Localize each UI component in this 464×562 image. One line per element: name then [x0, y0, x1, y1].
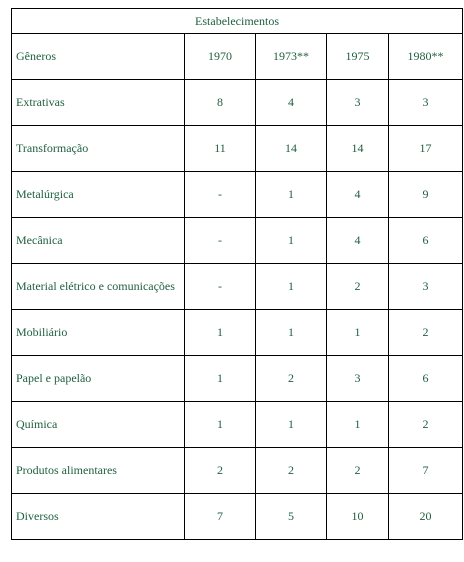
value-cell: - — [185, 172, 256, 218]
row-label-cell: Metalúrgica — [12, 172, 185, 218]
value-cell: 14 — [256, 126, 327, 172]
row-label-cell: Produtos alimentares — [12, 448, 185, 494]
table-row — [12, 448, 463, 494]
value-cell: 1 — [256, 218, 327, 264]
header-cell-1980: 1980** — [389, 34, 463, 80]
value-cell: 6 — [389, 218, 463, 264]
table-header-row — [12, 34, 463, 80]
value-cell: 1 — [185, 356, 256, 402]
value-cell: 4 — [256, 80, 327, 126]
table-row — [12, 310, 463, 356]
value-cell: 1 — [185, 310, 256, 356]
value-cell: 3 — [389, 264, 463, 310]
value-cell: 1 — [256, 310, 327, 356]
header-cell-1975: 1975 — [327, 34, 389, 80]
row-label-cell: Química — [12, 402, 185, 448]
header-cell-1970: 1970 — [185, 34, 256, 80]
value-cell: 20 — [389, 494, 463, 540]
value-cell: 2 — [185, 448, 256, 494]
establishments-table-container — [11, 8, 462, 540]
header-cell-generos: Gêneros — [12, 34, 185, 80]
value-cell: 2 — [256, 448, 327, 494]
value-cell: 3 — [389, 80, 463, 126]
table-row — [12, 402, 463, 448]
table-row — [12, 264, 463, 310]
table-row — [12, 80, 463, 126]
row-label-cell: Extrativas — [12, 80, 185, 126]
value-cell: 3 — [327, 80, 389, 126]
table-title: Estabelecimentos — [12, 9, 463, 34]
value-cell: - — [185, 264, 256, 310]
table-title-row — [12, 9, 463, 34]
table-row — [12, 218, 463, 264]
value-cell: 6 — [389, 356, 463, 402]
value-cell: 8 — [185, 80, 256, 126]
table-row — [12, 172, 463, 218]
table-row — [12, 356, 463, 402]
table-body — [12, 9, 463, 540]
value-cell: 2 — [389, 310, 463, 356]
value-cell: 4 — [327, 172, 389, 218]
row-label-cell: Material elétrico e comunicações — [12, 264, 185, 310]
value-cell: 7 — [185, 494, 256, 540]
value-cell: 2 — [327, 448, 389, 494]
value-cell: 1 — [185, 402, 256, 448]
value-cell: 4 — [327, 218, 389, 264]
value-cell: 5 — [256, 494, 327, 540]
row-label-cell: Diversos — [12, 494, 185, 540]
value-cell: 3 — [327, 356, 389, 402]
value-cell: 1 — [327, 402, 389, 448]
value-cell: 17 — [389, 126, 463, 172]
value-cell: 2 — [327, 264, 389, 310]
establishments-table — [11, 8, 463, 540]
table-row — [12, 494, 463, 540]
row-label-cell: Transformação — [12, 126, 185, 172]
value-cell: 1 — [327, 310, 389, 356]
value-cell: 1 — [256, 402, 327, 448]
table-row — [12, 126, 463, 172]
value-cell: 14 — [327, 126, 389, 172]
row-label-cell: Mecânica — [12, 218, 185, 264]
value-cell: 9 — [389, 172, 463, 218]
value-cell: 7 — [389, 448, 463, 494]
header-cell-1973: 1973** — [256, 34, 327, 80]
value-cell: 1 — [256, 264, 327, 310]
value-cell: 2 — [389, 402, 463, 448]
value-cell: - — [185, 218, 256, 264]
value-cell: 1 — [256, 172, 327, 218]
value-cell: 2 — [256, 356, 327, 402]
value-cell: 11 — [185, 126, 256, 172]
row-label-cell: Papel e papelão — [12, 356, 185, 402]
row-label-cell: Mobiliário — [12, 310, 185, 356]
value-cell: 10 — [327, 494, 389, 540]
